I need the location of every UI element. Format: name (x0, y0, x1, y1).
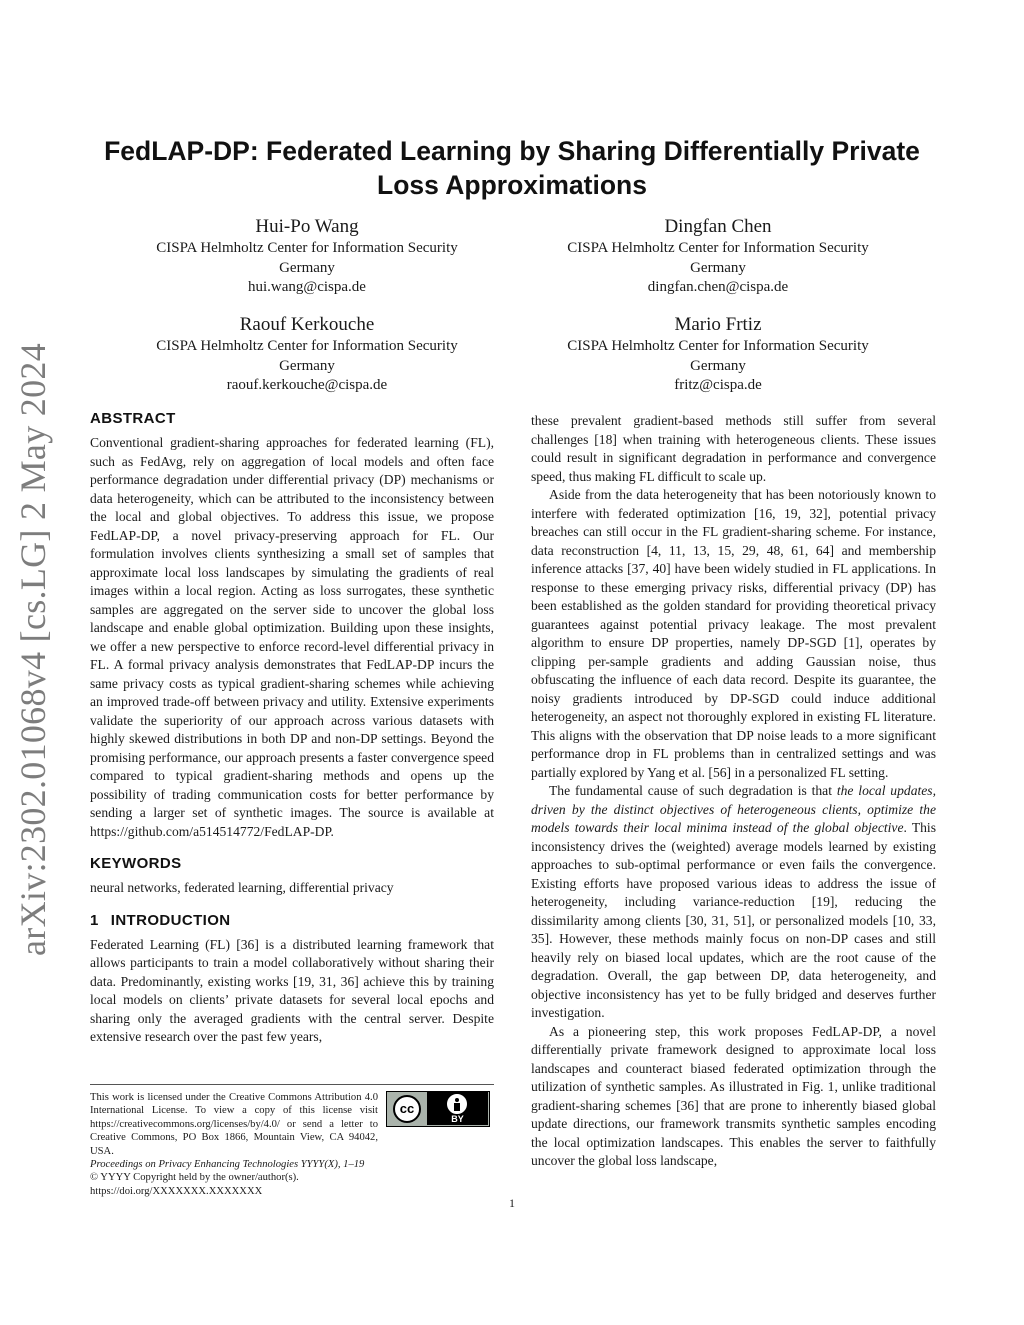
section-number: 1 (90, 911, 99, 929)
author-affiliation: CISPA Helmholtz Center for Information Security (567, 338, 869, 354)
author-email[interactable]: hui.wang@cispa.de (248, 279, 366, 295)
author-email[interactable]: raouf.kerkouche@cispa.de (226, 377, 388, 393)
body-paragraph (531, 782, 936, 1023)
author-block (97, 313, 517, 396)
author-name: Dingfan Chen (664, 216, 772, 237)
title-line-2: Loss Approximations (377, 170, 647, 200)
arxiv-identifier-stamp: arXiv:2302.01068v4 [cs.LG] 2 May 2024 (13, 342, 53, 956)
proceedings-line: Proceedings on Privacy Enhancing Technologies YYYY(X), 1–19 (90, 1159, 365, 1171)
footnote-block (90, 1084, 494, 1198)
emphasized-text: the local updates, driven by the distinct objectives of heterogeneous clients, optimize the models towards their local minima instead of the global objective (531, 783, 936, 835)
author-name: Mario Frtiz (674, 314, 762, 335)
introduction-heading (90, 910, 494, 932)
author-country: Germany (279, 357, 335, 374)
author-block (97, 215, 517, 298)
paragraph-end: . This inconsistency drives the (weighted) average models learned by existing approaches to sub-optimal performance or even fails the convergence. Existing efforts have proposed various ideas to address the issue of heterogeneity, including variance-reduction [19], reducing the dissimilarity among clients [30, 31, 51], or personalized models [10, 33, 35]. However, these methods mainly focus on non-DP cases and still heavily rely on biased local updates, which are the root cause of the degradation. Overall, the gap between DP, data heterogeneity, and objective inconsistency has yet to be fully bridged and deserves further investigation. (531, 820, 937, 1020)
section-title: INTRODUCTION (110, 911, 231, 929)
body-paragraph: Aside from the data heterogeneity that has been notoriously known to interfere with federated optimization [16, 19, 32], potential privacy breaches can still occur in the FL gradient-sharing scheme. For instance, data reconstruction [4, 11, 13, 15, 29, 48, 61, 64] and membership inference attacks [37, 40] have been widely studied in FL applications. In response to these emerging privacy risks, differential privacy (DP) has been established as the golden standard for providing theoretical privacy guarantees against potential privacy leakage. The most prevalent algorithm to ensure DP properties, namely DP-SGD [1], operates by clipping per-sample gradients and adding Gaussian noise, thus obfuscating the influence of each data record. Despite its guarantee, the noisy gradients introduced by DP-SGD could induce additional heterogeneity, an aspect not thoroughly explored in existing FL literature. This aligns with the observation that DP noise leads to a more significant performance drop in FL problems than in centralized settings and was partially explored by Yang et al. [56] in a personalized FL setting. (531, 487, 936, 780)
cc-logo-icon: cc (393, 1095, 421, 1123)
keywords-heading: KEYWORDS (90, 855, 182, 872)
abstract-text: Conventional gradient-sharing approaches for federated learning (FL), such as FedAvg, rely on aggregation of local models and often face performance degradation under differential privacy (DP) mechanisms or data heterogeneity, which can be attributed to the inconsistency between the local and global objectives. To address this issue, we propose FedLAP-DP, a novel privacy-preserving approach for FL. Our formulation involves clients synthesizing a small set of samples that approximate local loss landscapes by simulating the gradients of real images within a local region. Acting as loss surrogates, these synthetic samples are aggregated on the server side to uncover the global loss landscape and enable global optimization. Building upon these insights, we offer a new perspective to enforce record-level differential privacy in FL. A formal privacy analysis demonstrates that FedLAP-DP incurs the same privacy costs as typical gradient-sharing schemes while achieving an improved trade-off between privacy and utility. Extensive experiments validate the superiority of our approach across various datasets with highly skewed distributions in both DP and non-DP settings. Beyond the promising performance, our approach presents a faster convergence speed compared to typical gradient-sharing methods and opens up the possibility of trading communication costs for better performance by sending a larger set of synthetic images. The source is available at https://github.com/a514514772/FedLAP-DP. (90, 435, 494, 839)
body-paragraph: As a pioneering step, this work proposes FedLAP-DP, a novel differentially private framework designed to approximate local loss landscapes and counteract biased federated optimization through the utilization of synthetic samples. As illustrated in Fig. 1, unlike traditional gradient-sharing schemes [36] that are prone to inherently biased global update directions, our framework transmits synthetic samples encoding the local optimization landscapes. This enables the server to faithfully uncover the global loss landscape, (531, 1023, 936, 1168)
copyright-line: © YYYY Copyright held by the owner/author(s). (90, 1172, 299, 1184)
left-column (90, 408, 494, 1047)
by-label: BY (451, 1114, 464, 1124)
author-country: Germany (279, 259, 335, 276)
author-affiliation: CISPA Helmholtz Center for Information Security (156, 338, 458, 354)
abstract-heading: ABSTRACT (90, 410, 176, 427)
paper-title (80, 134, 944, 202)
cc-by-license-badge[interactable] (386, 1091, 490, 1127)
author-email[interactable]: fritz@cispa.de (674, 377, 762, 393)
title-line-1: FedLAP-DP: Federated Learning by Sharing Differentially Private (104, 136, 920, 166)
author-country: Germany (690, 259, 746, 276)
license-notice: This work is licensed under the Creative Commons Attribution 4.0 International License. To view a copy of this license visit https://creativecommons.org/licenses/by/4.0/ or send a letter to Creative Commons, PO Box 1866, Mountain View, CA 94042, USA. (90, 1092, 378, 1157)
author-country: Germany (690, 357, 746, 374)
doi-link[interactable]: https://doi.org/XXXXXXX.XXXXXXX (90, 1185, 263, 1197)
author-name: Raouf Kerkouche (239, 314, 375, 335)
author-email[interactable]: dingfan.chen@cispa.de (647, 279, 789, 295)
author-block (508, 313, 928, 396)
right-column (531, 412, 936, 1171)
attribution-person-icon (447, 1094, 467, 1114)
keywords-text: neural networks, federated learning, differential privacy (90, 880, 394, 895)
author-affiliation: CISPA Helmholtz Center for Information Security (156, 240, 458, 256)
page-number: 1 (509, 1196, 515, 1210)
paragraph-start: The fundamental cause of such degradation is that (549, 783, 837, 798)
author-block (508, 215, 928, 298)
by-panel (427, 1092, 488, 1125)
author-name: Hui-Po Wang (255, 216, 359, 237)
body-paragraph: these prevalent gradient-based methods still suffer from several challenges [18] when training with heterogeneous clients. These issues could result in significant degradation in performance and convergence speed, thus making FL difficult to scale up. (531, 413, 936, 484)
author-affiliation: CISPA Helmholtz Center for Information Security (567, 240, 869, 256)
intro-paragraph: Federated Learning (FL) [36] is a distributed learning framework that allows participants to train a model collaboratively without sharing their data. Predominantly, existing works [19, 31, 36] achieve this by training local models on clients’ private datasets for several local epochs and sharing only the averaged gradients with the central server. Despite extensive research over the past few years, (90, 936, 494, 1044)
